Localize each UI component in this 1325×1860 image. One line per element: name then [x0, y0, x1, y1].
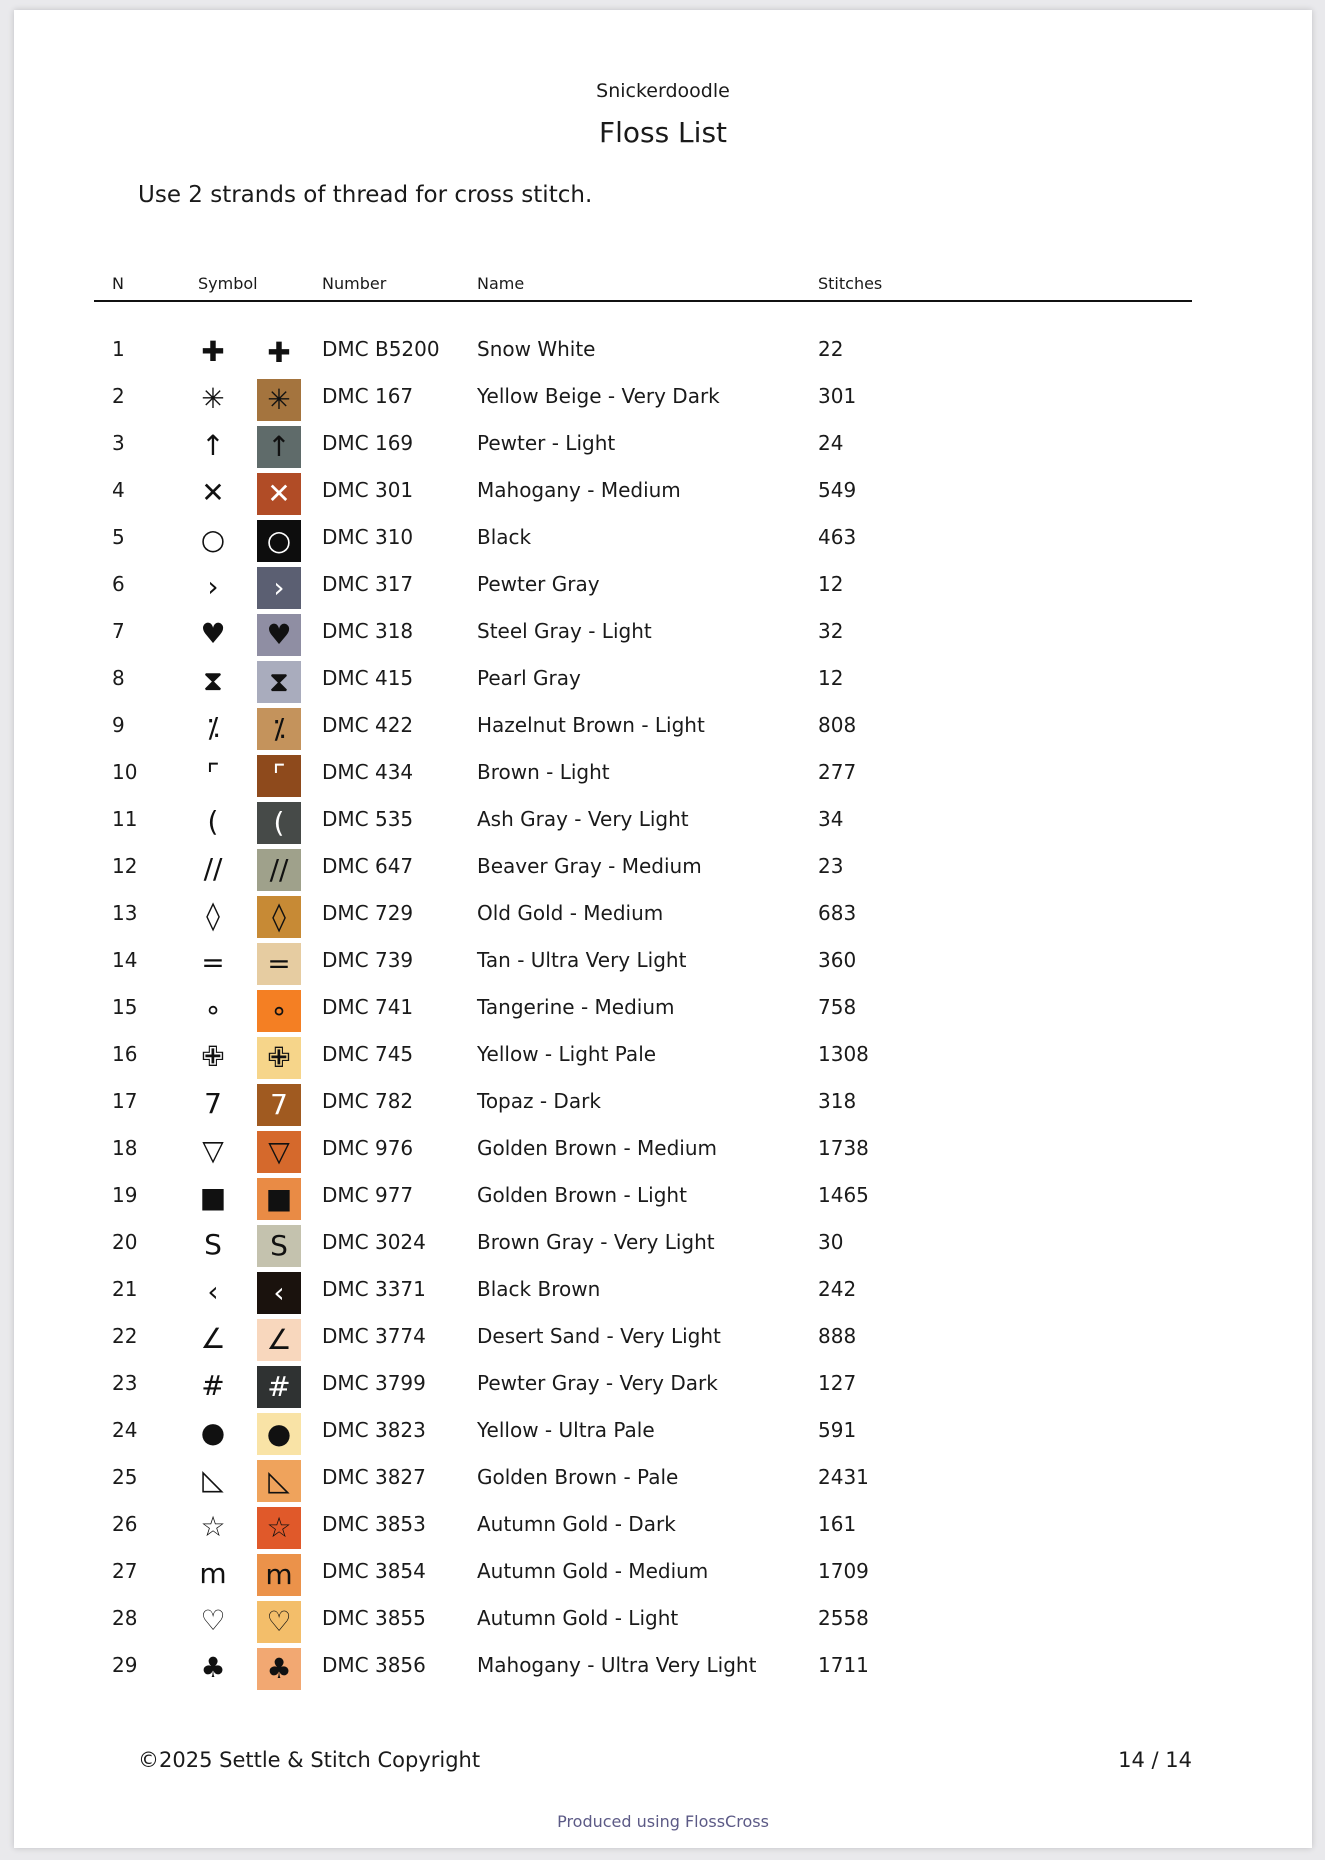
- floss-number: DMC 745: [322, 1042, 414, 1066]
- color-swatch: ∠: [257, 1319, 301, 1361]
- floss-name: Pewter - Light: [477, 431, 616, 455]
- floss-number: DMC 301: [322, 478, 414, 502]
- table-header: [14, 274, 1312, 296]
- row-index: 4: [112, 478, 125, 502]
- floss-name: Hazelnut Brown - Light: [477, 713, 705, 737]
- floss-name: Pewter Gray: [477, 572, 600, 596]
- row-index: 13: [112, 901, 138, 925]
- floss-name: Old Gold - Medium: [477, 901, 664, 925]
- row-index: 23: [112, 1371, 138, 1395]
- row-index: 9: [112, 713, 125, 737]
- row-index: 22: [112, 1324, 138, 1348]
- row-index: 1: [112, 337, 125, 361]
- row-index: 2: [112, 384, 125, 408]
- table-row: [14, 376, 1312, 423]
- color-swatch: (: [257, 802, 301, 844]
- floss-number: DMC 3371: [322, 1277, 426, 1301]
- stitch-count: 161: [818, 1512, 857, 1536]
- floss-name: Black Brown: [477, 1277, 601, 1301]
- floss-symbol-icon: ⧗: [203, 664, 223, 697]
- table-row: [14, 705, 1312, 752]
- row-index: 20: [112, 1230, 138, 1254]
- floss-name: Desert Sand - Very Light: [477, 1324, 721, 1348]
- table-row: [14, 1175, 1312, 1222]
- table-row: [14, 799, 1312, 846]
- color-swatch: ✚: [257, 332, 301, 374]
- floss-name: Yellow Beige - Very Dark: [477, 384, 720, 408]
- row-index: 14: [112, 948, 138, 972]
- floss-name: Black: [477, 525, 532, 549]
- header-divider: [94, 300, 1192, 302]
- pattern-name: Snickerdoodle: [596, 80, 730, 102]
- header-name: Name: [477, 274, 525, 293]
- table-row: [14, 940, 1312, 987]
- row-index: 11: [112, 807, 138, 831]
- color-swatch: ✙: [257, 1037, 301, 1079]
- copyright-text: ©2025 Settle & Stitch Copyright: [138, 1748, 481, 1772]
- color-swatch: ›: [257, 567, 301, 609]
- header-number: Number: [322, 274, 387, 293]
- table-row: [14, 329, 1312, 376]
- color-swatch: ☆: [257, 1507, 301, 1549]
- floss-name: Topaz - Dark: [477, 1089, 601, 1113]
- floss-symbol-icon: 7: [204, 1087, 222, 1120]
- header-symbol: Symbol: [198, 274, 258, 293]
- row-index: 3: [112, 431, 125, 455]
- color-swatch: ∘: [257, 990, 301, 1032]
- floss-number: DMC 3856: [322, 1653, 426, 1677]
- page-title: Floss List: [598, 116, 728, 149]
- floss-name: Yellow - Light Pale: [477, 1042, 657, 1066]
- floss-name: Beaver Gray - Medium: [477, 854, 702, 878]
- floss-number: DMC 167: [322, 384, 414, 408]
- floss-name: Pearl Gray: [477, 666, 581, 690]
- floss-symbol-icon: ∠: [200, 1322, 226, 1355]
- floss-number: DMC 434: [322, 760, 414, 784]
- stitch-count: 23: [818, 854, 844, 878]
- row-index: 25: [112, 1465, 138, 1489]
- color-swatch: ♥: [257, 614, 301, 656]
- color-swatch: ♡: [257, 1601, 301, 1643]
- floss-symbol-icon: ⌜: [206, 758, 220, 791]
- stitch-count: 1711: [818, 1653, 869, 1677]
- floss-symbol-icon: ›: [207, 570, 219, 603]
- floss-number: DMC 3774: [322, 1324, 426, 1348]
- color-swatch: ‹: [257, 1272, 301, 1314]
- stitch-count: 127: [818, 1371, 857, 1395]
- floss-symbol-icon: ↑: [201, 429, 225, 462]
- row-index: 6: [112, 572, 125, 596]
- floss-name: Yellow - Ultra Pale: [477, 1418, 655, 1442]
- floss-symbol-icon: ♣: [200, 1651, 226, 1684]
- stitch-count: 2431: [818, 1465, 869, 1489]
- row-index: 26: [112, 1512, 138, 1536]
- floss-symbol-icon: m: [199, 1557, 227, 1590]
- table-row: [14, 893, 1312, 940]
- stitch-count: 32: [818, 619, 844, 643]
- table-row: [14, 1222, 1312, 1269]
- row-index: 24: [112, 1418, 138, 1442]
- floss-number: DMC 741: [322, 995, 414, 1019]
- color-swatch: 7: [257, 1084, 301, 1126]
- floss-number: DMC 782: [322, 1089, 414, 1113]
- table-row: [14, 1316, 1312, 1363]
- row-index: 18: [112, 1136, 138, 1160]
- stitch-count: 591: [818, 1418, 857, 1442]
- floss-number: DMC 647: [322, 854, 414, 878]
- floss-symbol-icon: ●: [200, 1416, 226, 1449]
- color-swatch: ✕: [257, 473, 301, 515]
- floss-number: DMC 3823: [322, 1418, 426, 1442]
- floss-name: Tangerine - Medium: [477, 995, 675, 1019]
- floss-name: Golden Brown - Medium: [477, 1136, 717, 1160]
- floss-symbol-icon: ⁒: [206, 711, 220, 744]
- floss-number: DMC 310: [322, 525, 414, 549]
- table-row: [14, 517, 1312, 564]
- table-row: [14, 611, 1312, 658]
- floss-name: Brown - Light: [477, 760, 610, 784]
- stitch-count: 1308: [818, 1042, 869, 1066]
- floss-name: Ash Gray - Very Light: [477, 807, 689, 831]
- floss-symbol-icon: ◺: [202, 1463, 224, 1496]
- color-swatch: ⌜: [257, 755, 301, 797]
- color-swatch: m: [257, 1554, 301, 1596]
- row-index: 7: [112, 619, 125, 643]
- row-index: 5: [112, 525, 125, 549]
- floss-symbol-icon: (: [207, 805, 219, 838]
- floss-number: DMC 422: [322, 713, 414, 737]
- color-swatch: ◺: [257, 1460, 301, 1502]
- floss-number: DMC 318: [322, 619, 414, 643]
- stitch-count: 2558: [818, 1606, 869, 1630]
- row-index: 12: [112, 854, 138, 878]
- floss-symbol-icon: ♥: [200, 617, 226, 650]
- stitch-count: 549: [818, 478, 857, 502]
- floss-table-body: [14, 329, 1312, 1692]
- floss-number: DMC 977: [322, 1183, 414, 1207]
- table-row: [14, 470, 1312, 517]
- floss-number: DMC 3854: [322, 1559, 426, 1583]
- color-swatch: =: [257, 943, 301, 985]
- color-swatch: ■: [257, 1178, 301, 1220]
- floss-number: DMC 415: [322, 666, 414, 690]
- color-swatch: ⁒: [257, 708, 301, 750]
- color-swatch: ✳: [257, 379, 301, 421]
- floss-number: DMC 739: [322, 948, 414, 972]
- color-swatch: ↑: [257, 426, 301, 468]
- color-swatch: ●: [257, 1413, 301, 1455]
- table-row: [14, 1363, 1312, 1410]
- floss-number: DMC B5200: [322, 337, 440, 361]
- floss-number: DMC 3853: [322, 1512, 426, 1536]
- stitch-count: 1709: [818, 1559, 869, 1583]
- floss-name: Snow White: [477, 337, 596, 361]
- document-page: [14, 10, 1312, 1848]
- stitch-count: 34: [818, 807, 844, 831]
- floss-name: Autumn Gold - Medium: [477, 1559, 709, 1583]
- stitch-count: 1738: [818, 1136, 869, 1160]
- row-index: 10: [112, 760, 138, 784]
- stitch-count: 888: [818, 1324, 857, 1348]
- floss-name: Steel Gray - Light: [477, 619, 652, 643]
- row-index: 16: [112, 1042, 138, 1066]
- floss-number: DMC 3799: [322, 1371, 426, 1395]
- floss-symbol-icon: ✳: [201, 382, 225, 415]
- floss-name: Mahogany - Ultra Very Light: [477, 1653, 757, 1677]
- table-row: [14, 1081, 1312, 1128]
- row-index: 15: [112, 995, 138, 1019]
- stitch-count: 12: [818, 666, 844, 690]
- table-row: [14, 1128, 1312, 1175]
- stitch-count: 277: [818, 760, 857, 784]
- floss-symbol-icon: =: [201, 946, 225, 979]
- floss-symbol-icon: ✚: [201, 335, 225, 368]
- stitch-count: 318: [818, 1089, 857, 1113]
- row-index: 19: [112, 1183, 138, 1207]
- color-swatch: #: [257, 1366, 301, 1408]
- stitch-count: 242: [818, 1277, 857, 1301]
- header-stitches: Stitches: [818, 274, 883, 293]
- floss-symbol-icon: ☆: [200, 1510, 226, 1543]
- floss-symbol-icon: ✙: [201, 1040, 225, 1073]
- floss-name: Golden Brown - Pale: [477, 1465, 679, 1489]
- table-row: [14, 1410, 1312, 1457]
- table-row: [14, 1645, 1312, 1692]
- floss-symbol-icon: //: [203, 852, 223, 885]
- floss-number: DMC 3827: [322, 1465, 426, 1489]
- table-row: [14, 1551, 1312, 1598]
- floss-number: DMC 729: [322, 901, 414, 925]
- stitch-count: 758: [818, 995, 857, 1019]
- floss-symbol-icon: ○: [200, 523, 226, 556]
- floss-symbol-icon: S: [204, 1228, 222, 1261]
- floss-name: Brown Gray - Very Light: [477, 1230, 715, 1254]
- floss-number: DMC 169: [322, 431, 414, 455]
- row-index: 27: [112, 1559, 138, 1583]
- table-row: [14, 987, 1312, 1034]
- row-index: 8: [112, 666, 125, 690]
- row-index: 28: [112, 1606, 138, 1630]
- floss-symbol-icon: ■: [199, 1181, 227, 1214]
- floss-name: Autumn Gold - Light: [477, 1606, 679, 1630]
- color-swatch: //: [257, 849, 301, 891]
- floss-number: DMC 3024: [322, 1230, 426, 1254]
- floss-name: Golden Brown - Light: [477, 1183, 687, 1207]
- floss-symbol-icon: ▽: [202, 1134, 224, 1167]
- stitch-count: 683: [818, 901, 857, 925]
- table-row: [14, 423, 1312, 470]
- table-row: [14, 1457, 1312, 1504]
- color-swatch: ◊: [257, 896, 301, 938]
- page-number: 14 / 14: [1118, 1748, 1192, 1772]
- row-index: 29: [112, 1653, 138, 1677]
- row-index: 21: [112, 1277, 138, 1301]
- stitch-count: 22: [818, 337, 844, 361]
- floss-name: Pewter Gray - Very Dark: [477, 1371, 718, 1395]
- floss-symbol-icon: ◊: [206, 899, 220, 932]
- stitch-count: 30: [818, 1230, 844, 1254]
- header-n: N: [112, 274, 124, 293]
- floss-symbol-icon: ∘: [204, 993, 222, 1026]
- stitch-count: 301: [818, 384, 857, 408]
- color-swatch: S: [257, 1225, 301, 1267]
- table-row: [14, 658, 1312, 705]
- stitch-count: 463: [818, 525, 857, 549]
- table-row: [14, 1034, 1312, 1081]
- floss-name: Tan - Ultra Very Light: [477, 948, 687, 972]
- floss-number: DMC 317: [322, 572, 414, 596]
- table-row: [14, 752, 1312, 799]
- stitch-count: 24: [818, 431, 844, 455]
- color-swatch: ○: [257, 520, 301, 562]
- table-row: [14, 564, 1312, 611]
- floss-number: DMC 3855: [322, 1606, 426, 1630]
- color-swatch: ⧗: [257, 661, 301, 703]
- table-row: [14, 1504, 1312, 1551]
- row-index: 17: [112, 1089, 138, 1113]
- stitch-count: 1465: [818, 1183, 869, 1207]
- floss-symbol-icon: ‹: [207, 1275, 219, 1308]
- table-row: [14, 1269, 1312, 1316]
- stitch-count: 808: [818, 713, 857, 737]
- floss-symbol-icon: ♡: [200, 1604, 226, 1637]
- stitch-count: 12: [818, 572, 844, 596]
- color-swatch: ▽: [257, 1131, 301, 1173]
- floss-number: DMC 976: [322, 1136, 414, 1160]
- floss-number: DMC 535: [322, 807, 414, 831]
- produced-by-text: Produced using FlossCross: [557, 1812, 769, 1831]
- color-swatch: ♣: [257, 1648, 301, 1690]
- floss-name: Autumn Gold - Dark: [477, 1512, 676, 1536]
- floss-symbol-icon: #: [201, 1369, 225, 1402]
- floss-name: Mahogany - Medium: [477, 478, 681, 502]
- stitch-count: 360: [818, 948, 857, 972]
- floss-symbol-icon: ✕: [201, 476, 225, 509]
- table-row: [14, 1598, 1312, 1645]
- table-row: [14, 846, 1312, 893]
- instructions-text: Use 2 strands of thread for cross stitch.: [138, 182, 593, 208]
